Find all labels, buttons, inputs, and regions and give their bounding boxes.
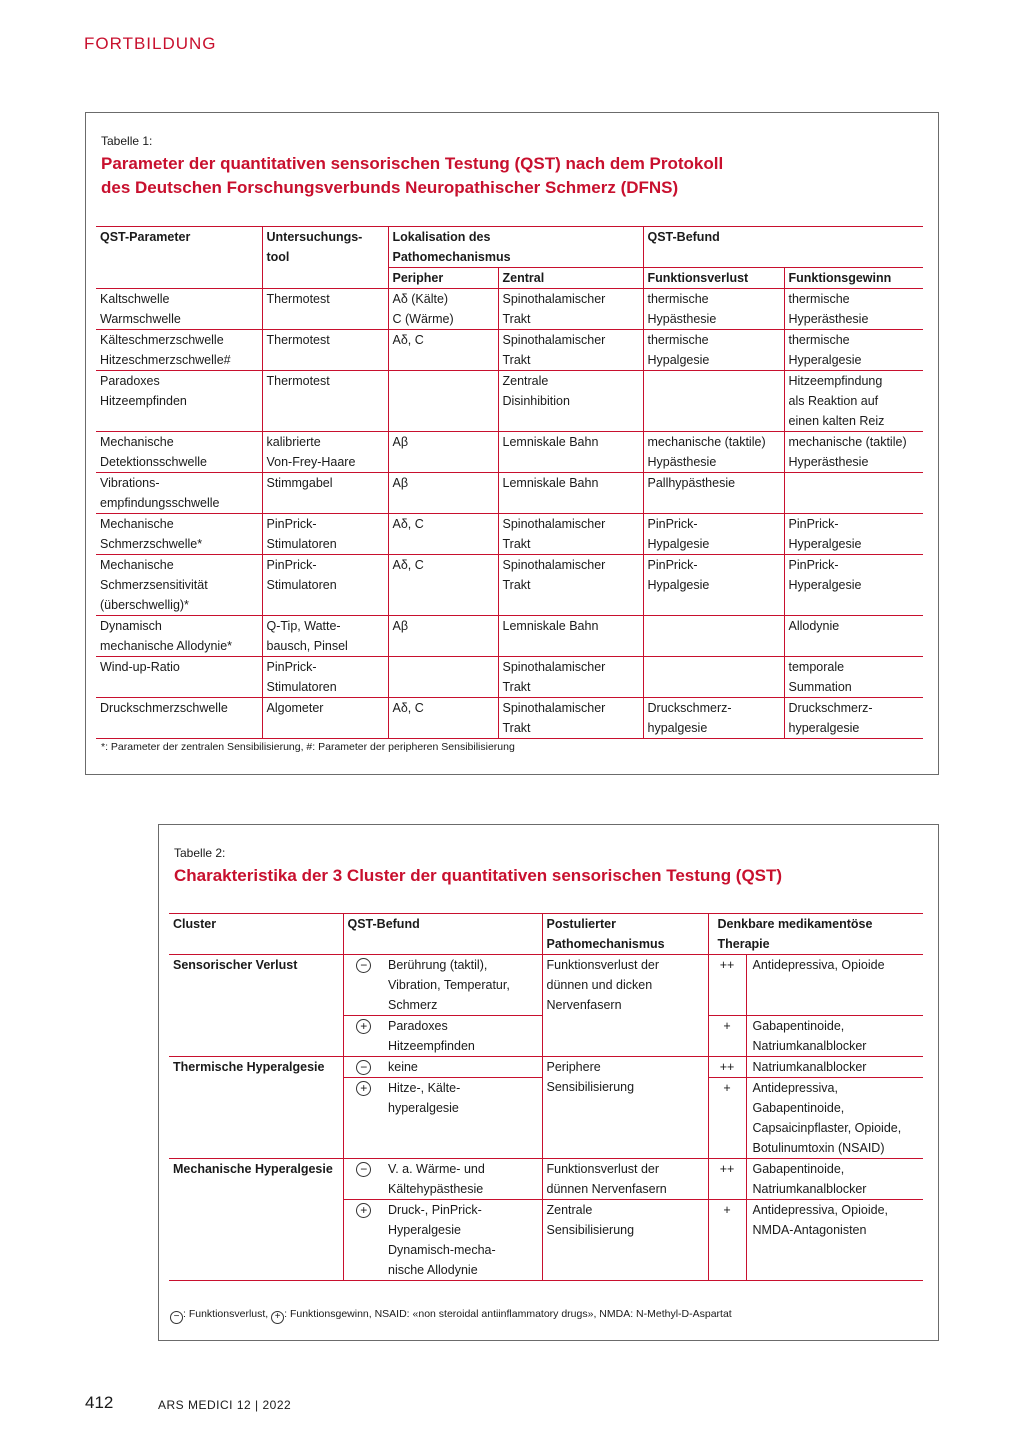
table2-title: Charakteristika der 3 Cluster der quantitativen sensorischen Testung (QST) <box>174 866 783 885</box>
t1-row <box>96 432 923 473</box>
table1-number: Tabelle 1: <box>101 134 153 148</box>
minus-circle-icon: − <box>356 958 371 973</box>
t1-cell-tool: Stimmgabel <box>262 473 388 514</box>
t2-row-verlust <box>169 1159 923 1200</box>
t1-cell-zentral: Lemniskale Bahn <box>498 473 643 514</box>
t2-row-verlust <box>169 955 923 1016</box>
t1-header-gewinn: Funktionsgewinn <box>784 268 923 289</box>
t2-symbol-cell <box>343 955 384 1016</box>
t1-cell-verlust: Pallhypästhesie <box>643 473 784 514</box>
t2-therapy: Antidepressiva, Opioide, NMDA-Antagonisten <box>746 1200 923 1281</box>
t1-row <box>96 657 923 698</box>
t1-cell-zentral: Lemniskale Bahn <box>498 616 643 657</box>
plus-circle-icon: + <box>356 1019 371 1034</box>
t1-cell-gewinn: thermische Hyperalgesie <box>784 330 923 371</box>
t2-symbol-cell <box>343 1159 384 1200</box>
t2-befund-text: Berührung (taktil), Vibration, Temperatur, Schmerz <box>384 955 542 1016</box>
t1-cell-zentral: Spinothalamischer Trakt <box>498 330 643 371</box>
t1-cell-param: Kälteschmerzschwelle Hitzeschmerzschwelle# <box>96 330 262 371</box>
t1-row <box>96 698 923 739</box>
t2-header-patho: Postulierter Pathomechanismus <box>542 914 708 955</box>
page-number: 412 <box>85 1393 114 1412</box>
t1-cell-tool: Thermotest <box>262 371 388 432</box>
t1-cell-zentral: Spinothalamischer Trakt <box>498 657 643 698</box>
t1-cell-param: Mechanische Detektionsschwelle <box>96 432 262 473</box>
t1-cell-peripher <box>388 371 498 432</box>
t1-cell-tool: Thermotest <box>262 289 388 330</box>
t1-cell-verlust <box>643 657 784 698</box>
t1-cell-zentral: Spinothalamischer Trakt <box>498 555 643 616</box>
footnote-minus-label: : Funktionsverlust, <box>183 1308 269 1320</box>
t2-symbol-cell <box>343 1078 384 1159</box>
t2-therapy: Antidepressiva, Gabapentinoide, Capsaicinpflaster, Opioide, Botulinumtoxin (NSAID) <box>746 1078 923 1159</box>
t2-therapy: Gabapentinoide, Natriumkanalblocker <box>746 1016 923 1057</box>
t1-cell-tool: Thermotest <box>262 330 388 371</box>
t1-cell-peripher: Aβ <box>388 432 498 473</box>
t2-header-cluster: Cluster <box>173 917 217 931</box>
t1-cell-gewinn: PinPrick- Hyperalgesie <box>784 555 923 616</box>
t1-row <box>96 330 923 371</box>
t1-cell-verlust: PinPrick- Hypalgesie <box>643 514 784 555</box>
t2-rating: ++ <box>708 1159 746 1200</box>
minus-circle-icon: − <box>356 1060 371 1075</box>
t2-patho: Zentrale Sensibilisierung <box>542 1200 708 1281</box>
t1-cell-gewinn: Hitzeempfindung als Reaktion auf einen kalten Reiz <box>784 371 923 432</box>
t2-symbol-cell <box>343 1016 384 1057</box>
t2-therapy: Gabapentinoide, Natriumkanalblocker <box>746 1159 923 1200</box>
t2-row-verlust <box>169 1057 923 1078</box>
t1-cell-verlust <box>643 371 784 432</box>
t1-cell-zentral: Spinothalamischer Trakt <box>498 289 643 330</box>
t1-row <box>96 616 923 657</box>
plus-circle-icon: + <box>271 1311 284 1324</box>
t1-cell-tool: Algometer <box>262 698 388 739</box>
t1-cell-verlust <box>643 616 784 657</box>
t2-patho: Periphere Sensibilisierung <box>542 1057 708 1159</box>
t1-cell-tool: PinPrick- Stimulatoren <box>262 555 388 616</box>
t2-rating: + <box>708 1078 746 1159</box>
t1-cell-verlust: mechanische (taktile) Hypästhesie <box>643 432 784 473</box>
t2-rating: + <box>708 1016 746 1057</box>
t1-cell-param: Druckschmerzschwelle <box>96 698 262 739</box>
t1-cell-tool: PinPrick- Stimulatoren <box>262 514 388 555</box>
table2-number: Tabelle 2: <box>174 846 226 860</box>
qst-cluster-table <box>169 913 923 1281</box>
t1-cell-tool: kalibrierte Von-Frey-Haare <box>262 432 388 473</box>
t1-cell-gewinn: Druckschmerz- hyperalgesie <box>784 698 923 739</box>
t1-cell-param: Wind-up-Ratio <box>96 657 262 698</box>
t1-header-lokalisation: Lokalisation des Pathomechanismus <box>388 227 643 268</box>
t1-row <box>96 473 923 514</box>
t1-cell-zentral: Lemniskale Bahn <box>498 432 643 473</box>
t1-cell-gewinn: PinPrick- Hyperalgesie <box>784 514 923 555</box>
section-label: FORTBILDUNG <box>84 34 217 53</box>
t2-therapy: Antidepressiva, Opioide <box>746 955 923 1016</box>
t1-cell-peripher: Aδ, C <box>388 514 498 555</box>
t1-cell-verlust: PinPrick- Hypalgesie <box>643 555 784 616</box>
table2-footnote <box>170 1308 732 1324</box>
t1-cell-zentral: Spinothalamischer Trakt <box>498 514 643 555</box>
t1-header-peripher: Peripher <box>388 268 498 289</box>
t2-patho: Funktionsverlust der dünnen und dicken Nervenfasern <box>542 955 708 1057</box>
plus-circle-icon: + <box>356 1081 371 1096</box>
t1-header-tool: Untersuchungs- tool <box>262 227 388 289</box>
t1-cell-gewinn: temporale Summation <box>784 657 923 698</box>
t1-cell-verlust: thermische Hypalgesie <box>643 330 784 371</box>
t1-body <box>96 289 923 739</box>
minus-circle-icon: − <box>170 1311 183 1324</box>
qst-parameter-table <box>96 226 923 739</box>
t1-cell-param: Mechanische Schmerzsensitivität (überschwellig)* <box>96 555 262 616</box>
t1-cell-tool: PinPrick- Stimulatoren <box>262 657 388 698</box>
t2-cluster-name: Sensorischer Verlust <box>169 955 343 1057</box>
t1-cell-peripher <box>388 657 498 698</box>
t1-cell-param: Mechanische Schmerzschwelle* <box>96 514 262 555</box>
t1-cell-param: Dynamisch mechanische Allodynie* <box>96 616 262 657</box>
journal-issue: ARS MEDICI 12 | 2022 <box>158 1398 292 1412</box>
t2-symbol-cell <box>343 1200 384 1281</box>
t1-cell-zentral: Spinothalamischer Trakt <box>498 698 643 739</box>
t2-symbol-cell <box>343 1057 384 1078</box>
t2-rating: ++ <box>708 955 746 1016</box>
t1-header-zentral: Zentral <box>498 268 643 289</box>
t2-befund-text: Paradoxes Hitzeempfinden <box>384 1016 542 1057</box>
t1-header-befund: QST-Befund <box>643 227 923 268</box>
t1-cell-param: Vibrations- empfindungsschwelle <box>96 473 262 514</box>
t1-cell-peripher: Aδ, C <box>388 555 498 616</box>
t1-cell-param: Paradoxes Hitzeempfinden <box>96 371 262 432</box>
t1-row <box>96 555 923 616</box>
t1-cell-peripher: Aβ <box>388 616 498 657</box>
t2-rating: + <box>708 1200 746 1281</box>
t1-cell-peripher: Aδ, C <box>388 330 498 371</box>
t1-cell-gewinn: mechanische (taktile) Hyperästhesie <box>784 432 923 473</box>
t1-cell-peripher: Aδ, C <box>388 698 498 739</box>
t1-header-param: QST-Parameter <box>100 230 191 244</box>
table1-title-line2: des Deutschen Forschungsverbunds Neuropathischer Schmerz (DFNS) <box>101 178 679 197</box>
t1-cell-gewinn <box>784 473 923 514</box>
t1-cell-gewinn: Allodynie <box>784 616 923 657</box>
t2-cluster-name: Mechanische Hyperalgesie <box>169 1159 343 1281</box>
t2-befund-text: V. a. Wärme- und Kältehypästhesie <box>384 1159 542 1200</box>
t2-cluster-name: Thermische Hyperalgesie <box>169 1057 343 1159</box>
t1-cell-peripher: Aβ <box>388 473 498 514</box>
t2-header-therapie: Denkbare medikamentöse Therapie <box>708 914 923 955</box>
t1-row <box>96 371 923 432</box>
t1-row <box>96 514 923 555</box>
t2-rating: ++ <box>708 1057 746 1078</box>
t1-cell-tool: Q-Tip, Watte- bausch, Pinsel <box>262 616 388 657</box>
t1-header-verlust: Funktionsverlust <box>643 268 784 289</box>
t1-cell-gewinn: thermische Hyperästhesie <box>784 289 923 330</box>
t1-cell-peripher: Aδ (Kälte) C (Wärme) <box>388 289 498 330</box>
t2-header-befund: QST-Befund <box>343 914 542 955</box>
t2-befund-text: keine <box>384 1057 542 1078</box>
t1-cell-verlust: Druckschmerz- hypalgesie <box>643 698 784 739</box>
t2-befund-text: Hitze-, Kälte- hyperalgesie <box>384 1078 542 1159</box>
t2-patho: Funktionsverlust der dünnen Nervenfasern <box>542 1159 708 1200</box>
plus-circle-icon: + <box>356 1203 371 1218</box>
t1-cell-param: Kaltschwelle Warmschwelle <box>96 289 262 330</box>
t1-cell-zentral: Zentrale Disinhibition <box>498 371 643 432</box>
t2-therapy: Natriumkanalblocker <box>746 1057 923 1078</box>
footnote-rest: : Funktionsgewinn, NSAID: «non steroidal antiinflammatory drugs», NMDA: N-Methyl-D-Aspartat <box>284 1308 732 1320</box>
table1-title-line1: Parameter der quantitativen sensorischen Testung (QST) nach dem Protokoll <box>101 154 724 173</box>
t2-befund-text: Druck-, PinPrick- Hyperalgesie Dynamisch-mecha- nische Allodynie <box>384 1200 542 1281</box>
minus-circle-icon: − <box>356 1162 371 1177</box>
t1-row <box>96 289 923 330</box>
t2-body <box>169 955 923 1281</box>
table1-footnote: *: Parameter der zentralen Sensibilisierung, #: Parameter der peripheren Sensibilisierung <box>101 741 515 753</box>
t1-cell-verlust: thermische Hypästhesie <box>643 289 784 330</box>
